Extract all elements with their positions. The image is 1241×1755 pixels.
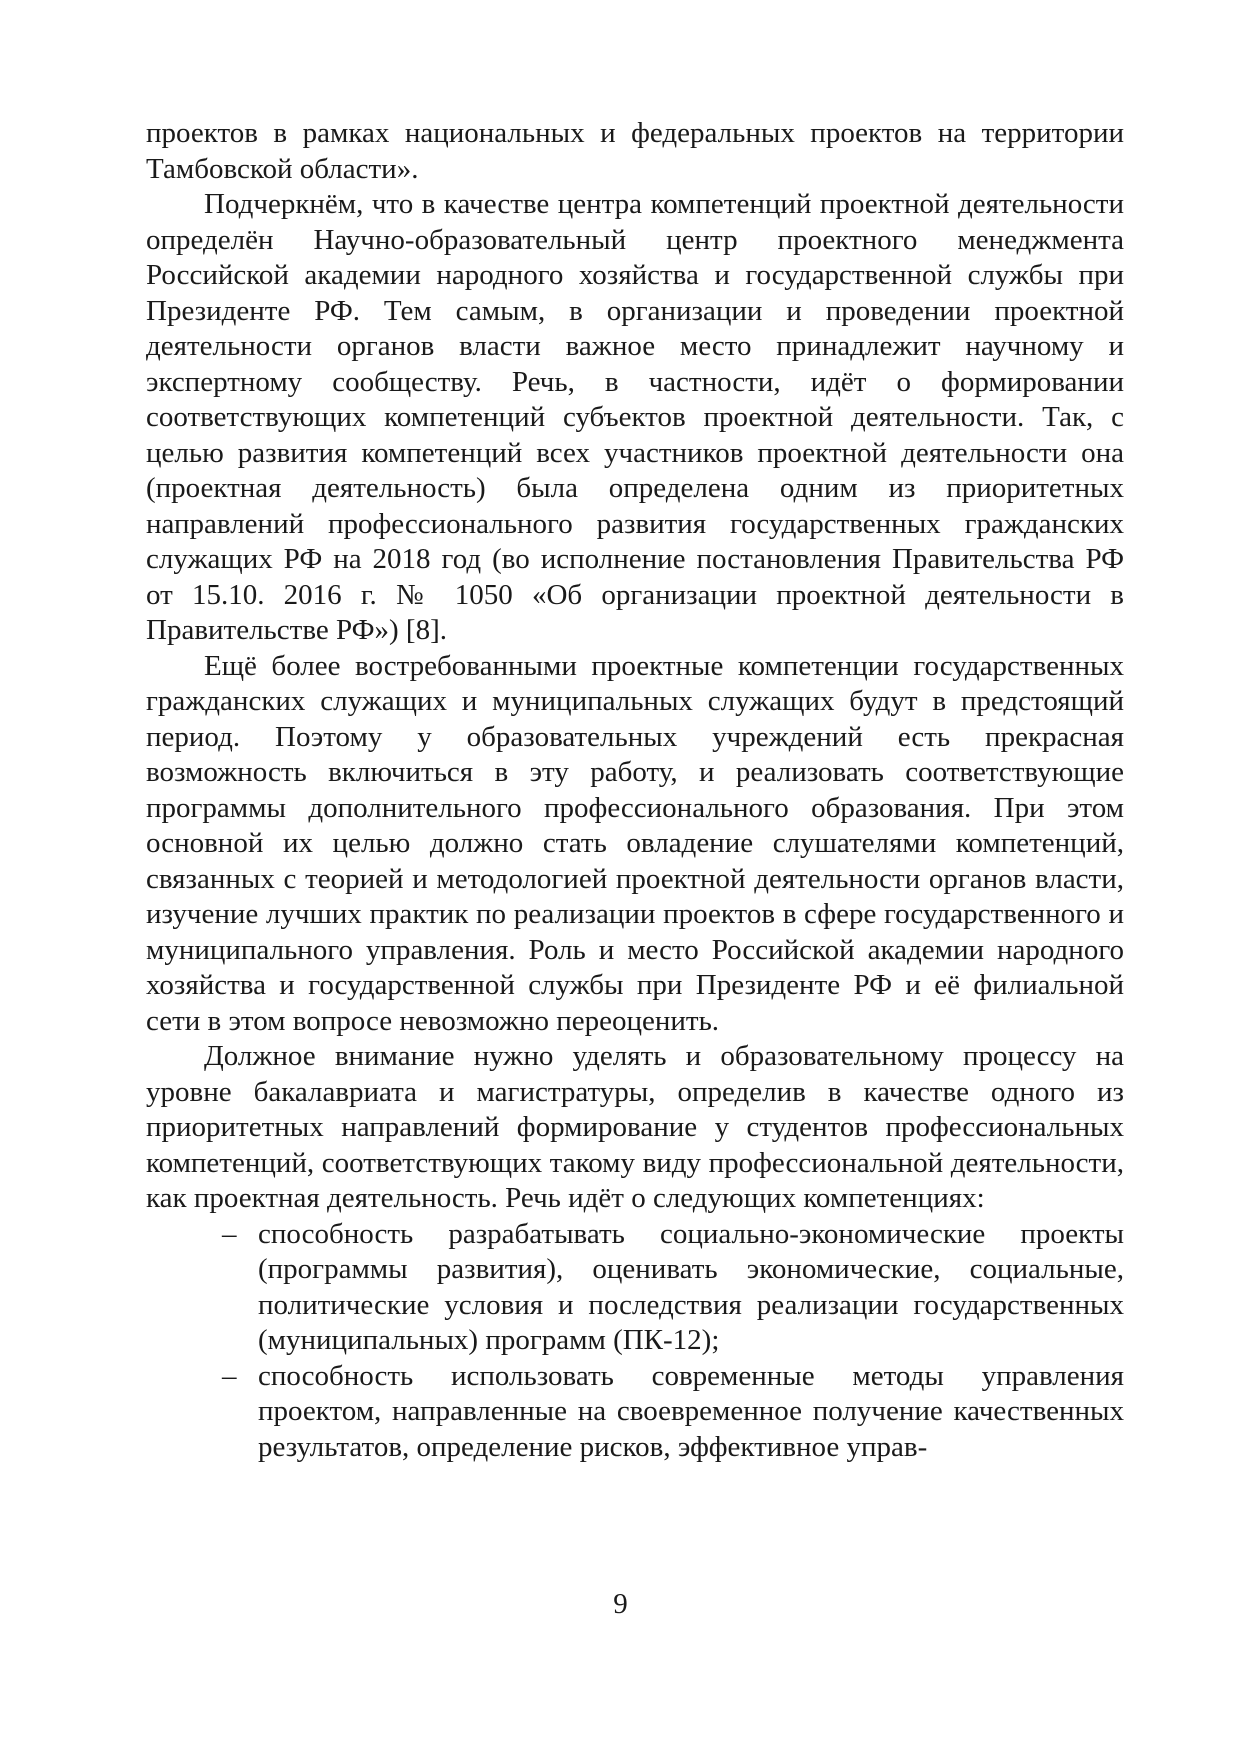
paragraph-continuation: проектов в рамках национальных и федеральных проектов на территории Тамбовской области». — [146, 117, 1124, 185]
competence-list — [146, 1217, 1124, 1466]
list-item-text: способность использовать современные методы управления проектом, направленные на своевременное получение качественных результатов, определение рисков, эффективное управ- — [258, 1359, 1124, 1463]
list-dash-marker: – — [222, 1217, 237, 1250]
list-item-text: способность разрабатывать социально-экономические проекты (программы развития), оценивать экономические, социальные, политические условия и последствия реализации государственных (муниципальных) программ (ПК-12); — [258, 1217, 1124, 1356]
paragraph-demand-competences: Ещё более востребованными проектные компетенции государственных гражданских служащих и муниципальных служащих будут в предстоящий период. Поэтому у образовательных учреждений есть прекрасная возможность включиться в эту работу, и реализовать соответствующие программы дополнительного профессионального образования. При этом основной их целью должно стать овладение слушателями компетенций, связанных с теорией и методологией проектной деятельности органов власти, изучение лучших практик по реализации проектов в сфере государственного и муниципального управления. Роль и место Российской академии народного хозяйства и государственной службы при Президенте РФ и её филиальной сети в этом вопросе невозможно переоценить. — [146, 649, 1124, 1037]
list-item — [222, 1217, 1124, 1359]
paragraph-education-process: Должное внимание нужно уделять и образовательному процессу на уровне бакалавриата и магистратуры, определив в качестве одного из приоритетных направлений формирование у студентов профессиональных компетенций, соответствующих такому виду профессиональной деятельности, как проектная деятельность. Речь идёт о следующих компетенциях: — [146, 1040, 1124, 1214]
list-item — [222, 1359, 1124, 1466]
page-number: 9 — [613, 1588, 628, 1620]
document-page — [146, 116, 1124, 1465]
list-dash-marker: – — [222, 1359, 237, 1392]
paragraph-competence-center: Подчеркнём, что в качестве центра компетенций проектной деятельности определён Научно-образовательный центр проектного менеджмента Российской академии народного хозяйства и государственной службы при Президенте РФ. Тем самым, в организации и проведении проектной деятельности органов власти важное место принадлежит научному и экспертному сообществу. Речь, в частности, идёт о формировании соответствующих компетенций субъектов проектной деятельности. Так, с целью развития компетенций всех участников проектной деятельности она (проектная деятельность) была определена одним из приоритетных направлений профессионального развития государственных гражданских служащих РФ на 2018 год (во исполнение постановления Правительства РФ от 15.10. 2016 г. № 1050 «Об организации проектной деятельности в Правительстве РФ») [8]. — [146, 188, 1124, 646]
